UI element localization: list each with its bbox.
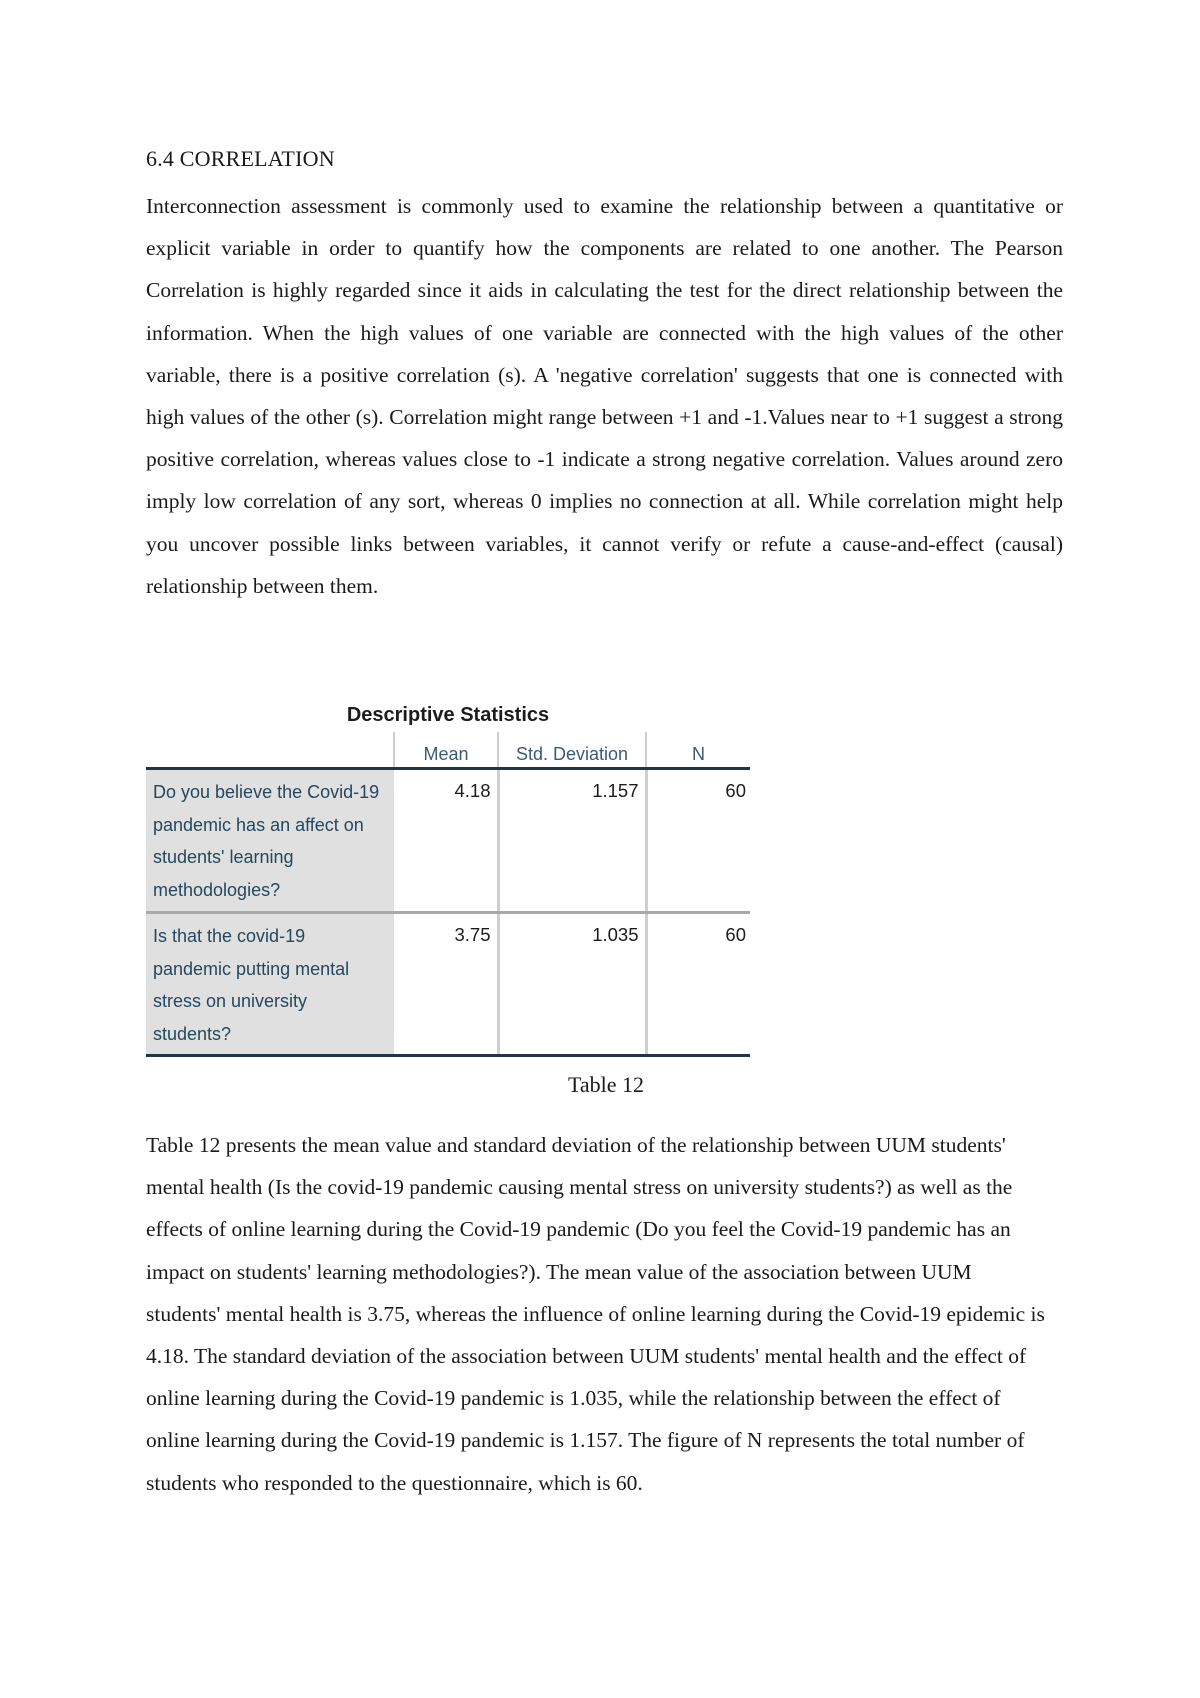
n-value: 60 xyxy=(646,769,750,913)
table-row xyxy=(146,769,750,913)
table-header-row xyxy=(146,732,750,769)
column-header-std-deviation: Std. Deviation xyxy=(498,732,646,769)
column-header-n: N xyxy=(646,732,750,769)
discussion-paragraph: Table 12 presents the mean value and standard deviation of the relationship between UUM students' mental health (Is the covid-19 pandemic causing mental stress on university students?) as well as the effects of online learning during the Covid-19 pandemic (Do you feel the Covid-19 pandemic has an impact on students' learning methodologies?). The mean value of the association between UUM students' mental health is 3.75, whereas the influence of online learning during the Covid-19 epidemic is 4.18. The standard deviation of the association between UUM students' mental health and the effect of online learning during the Covid-19 pandemic is 1.035, while the relationship between the effect of online learning during the Covid-19 pandemic is 1.157. The figure of N represents the total number of students who responded to the questionnaire, which is 60. xyxy=(146,1133,1045,1495)
row-label: Do you believe the Covid-19 pandemic has an affect on students' learning methodologies? xyxy=(146,769,394,913)
column-header-mean: Mean xyxy=(394,732,498,769)
section-heading: 6.4 CORRELATION xyxy=(146,146,335,171)
n-value: 60 xyxy=(646,913,750,1056)
table-row xyxy=(146,913,750,1056)
intro-paragraph: Interconnection assessment is commonly used to examine the relationship between a quantitative or explicit variable in order to quantify how the components are related to one another. The Pearson Correlation is highly regarded since it aids in calculating the test for the direct relationship between the information. When the high values of one variable are connected with the high values of the other variable, there is a positive correlation (s). A 'negative correlation' suggests that one is connected with high values of the other (s). Correlation might range between +1 and -1.Values near to +1 suggest a strong positive correlation, whereas values close to -1 indicate a strong negative correlation. Values around zero imply low correlation of any sort, whereas 0 implies no connection at all. While correlation might help you uncover possible links between variables, it cannot verify or refute a cause-and-effect (causal) relationship between them. xyxy=(146,194,1063,598)
table-caption: Table 12 xyxy=(567,1072,645,1097)
std-deviation-value: 1.157 xyxy=(498,769,646,913)
std-deviation-value: 1.035 xyxy=(498,913,646,1056)
mean-value: 3.75 xyxy=(394,913,498,1056)
table-title: Descriptive Statistics xyxy=(346,704,550,726)
row-label: Is that the covid-19 pandemic putting mental stress on university students? xyxy=(146,913,394,1056)
descriptive-statistics-table xyxy=(146,732,750,1057)
table-corner-cell xyxy=(146,732,394,769)
mean-value: 4.18 xyxy=(394,769,498,913)
